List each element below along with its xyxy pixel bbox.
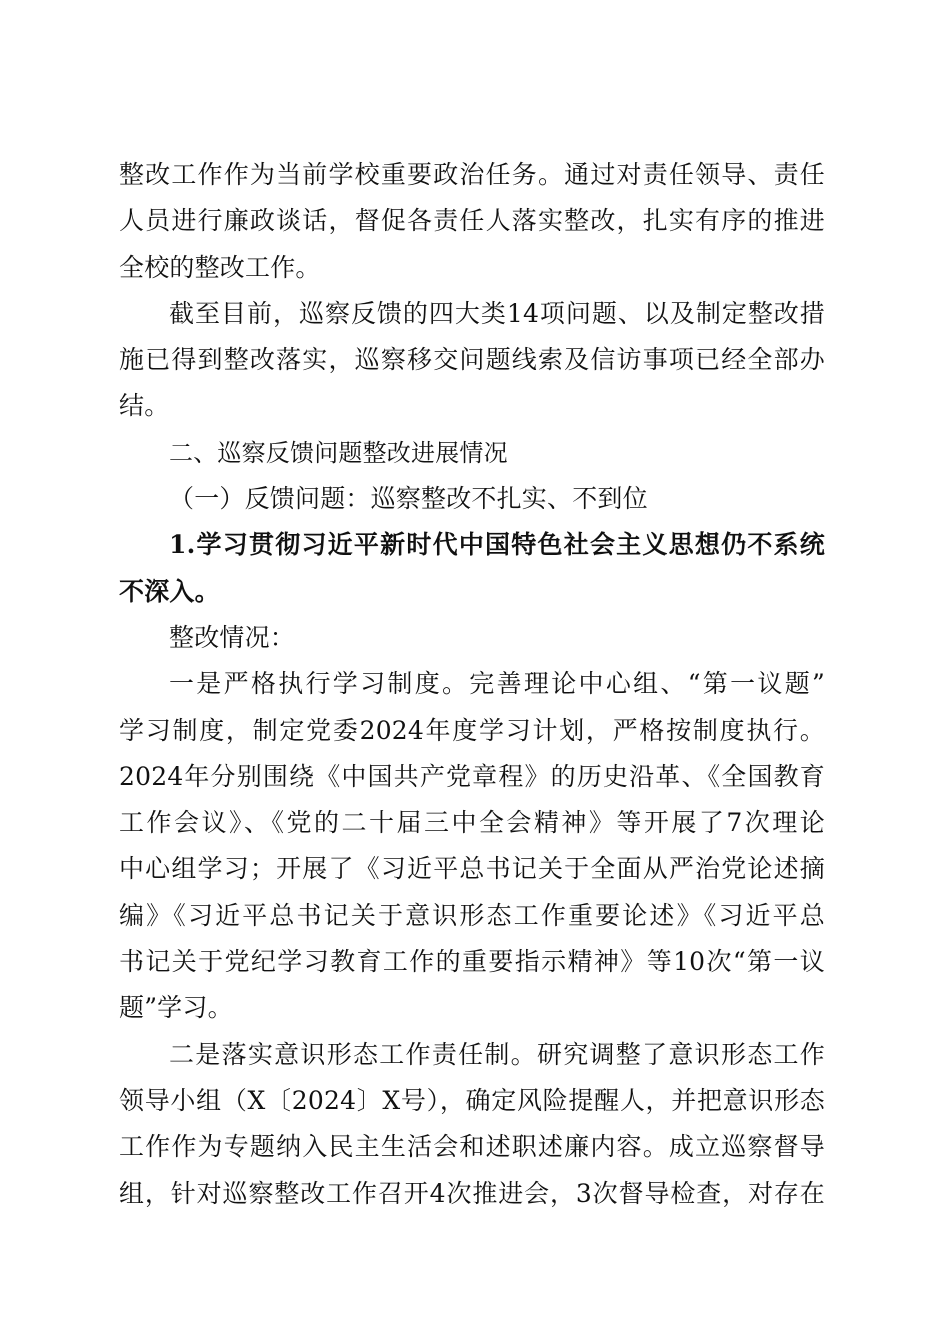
paragraph-line: 截至目前，巡察反馈的四大类14项问题、以及制定整改措 bbox=[169, 298, 825, 328]
paragraph-line: 领导小组（X〔2024〕X号），确定风险提醒人，并把意识形态 bbox=[119, 1085, 825, 1115]
section-heading: 二、巡察反馈问题整改进展情况 bbox=[169, 438, 508, 467]
paragraph-line: 组，针对巡察整改工作召开4次推进会，3次督导检查，对存在 bbox=[119, 1178, 825, 1208]
paragraph-line: 中心组学习；开展了《习近平总书记关于全面从严治党论述摘 bbox=[119, 854, 825, 884]
item-title-line: 1.学习贯彻习近平新时代中国特色社会主义思想仍不系统 bbox=[169, 530, 825, 560]
paragraph-line: 全校的整改工作。 bbox=[119, 252, 321, 282]
sub-heading: （一）反馈问题：巡察整改不扎实、不到位 bbox=[169, 484, 648, 514]
paragraph-line: 一是严格执行学习制度。完善理论中心组、“第一议题” bbox=[169, 669, 825, 699]
document-body bbox=[119, 152, 825, 1217]
item-title-line: 不深入。 bbox=[119, 576, 220, 606]
paragraph-line: 整改工作作为当前学校重要政治任务。通过对责任领导、责任 bbox=[119, 160, 825, 189]
paragraph-line: 编》《习近平总书记关于意识形态工作重要论述》《习近平总 bbox=[119, 900, 825, 930]
paragraph-line: 2024年分别围绕《中国共产党章程》的历史沿革、《全国教育 bbox=[119, 761, 825, 791]
paragraph-line: 施已得到整改落实，巡察移交问题线索及信访事项已经全部办 bbox=[119, 345, 825, 375]
paragraph-line: 人员进行廉政谈话，督促各责任人落实整改，扎实有序的推进 bbox=[119, 206, 825, 236]
label-line: 整改情况： bbox=[169, 622, 296, 652]
paragraph-line: 学习制度，制定党委2024年度学习计划，严格按制度执行。 bbox=[119, 715, 825, 745]
paragraph-line: 结。 bbox=[119, 391, 170, 421]
paragraph-line: 二是落实意识形态工作责任制。研究调整了意识形态工作 bbox=[169, 1039, 825, 1069]
paragraph-line: 书记关于党纪学习教育工作的重要指示精神》等10次“第一议 bbox=[119, 947, 825, 977]
paragraph-line: 题”学习。 bbox=[119, 993, 233, 1023]
paragraph-line: 工作作为专题纳入民主生活会和述职述廉内容。成立巡察督导 bbox=[119, 1132, 825, 1162]
paragraph-line: 工作会议》、《党的二十届三中全会精神》等开展了7次理论 bbox=[119, 808, 825, 838]
